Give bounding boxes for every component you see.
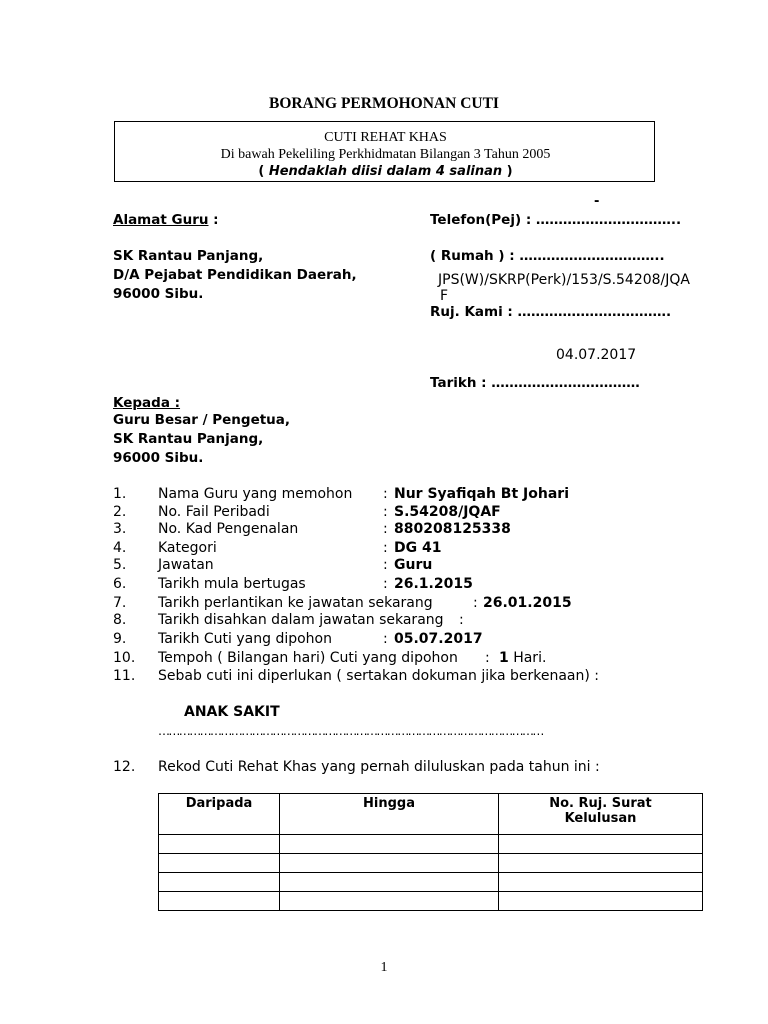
table-cell[interactable] <box>159 854 280 873</box>
table-cell[interactable] <box>159 873 280 892</box>
item-label-ic: No. Kad Pengenalan <box>158 521 299 537</box>
table-cell[interactable] <box>499 835 703 854</box>
table-cell[interactable] <box>499 854 703 873</box>
alamat-line-2: D/A Pejabat Pendidikan Daerah, <box>113 267 357 283</box>
table-cell[interactable] <box>280 854 499 873</box>
item-separator: : <box>459 612 464 628</box>
item-label-fail: No. Fail Peribadi <box>158 504 270 520</box>
table-cell[interactable] <box>159 892 280 911</box>
tarikh-field[interactable]: Tarikh : …………………………… <box>430 375 640 391</box>
column-header-daripada: Daripada <box>159 794 280 835</box>
item-separator: : <box>383 521 388 537</box>
telefon-rumah-field[interactable]: ( Rumah ) : ………………………….. <box>430 248 665 264</box>
item-separator: : <box>485 650 490 666</box>
item-number: 5. <box>113 557 127 573</box>
telefon-pej-field[interactable]: Telefon(Pej) : ………………………….. <box>430 212 682 228</box>
leave-type: CUTI REHAT KHAS <box>324 130 447 145</box>
item-value-nama: Nur Syafiqah Bt Johari <box>394 486 569 502</box>
item-label-perlantikan: Tarikh perlantikan ke jawatan sekarang <box>158 595 433 611</box>
item-value-ic: 880208125338 <box>394 521 511 537</box>
item-separator: : <box>383 557 388 573</box>
item-label-kategori: Kategori <box>158 540 217 556</box>
item-number: 9. <box>113 631 127 647</box>
page-number: 1 <box>380 960 388 975</box>
application-date: 04.07.2017 <box>556 347 637 363</box>
circular-reference: Di bawah Pekeliling Perkhidmatan Bilangan 3 Tahun 2005 <box>220 147 551 162</box>
reason-value: ANAK SAKIT <box>184 704 280 720</box>
item-label-jawatan: Jawatan <box>158 557 214 573</box>
item-number: 2. <box>113 504 127 520</box>
item-value-perlantikan: 26.01.2015 <box>483 595 572 611</box>
table-row <box>159 892 703 911</box>
item-label-disahkan: Tarikh disahkan dalam jawatan sekarang <box>158 612 444 628</box>
item-label-rekod: Rekod Cuti Rehat Khas yang pernah diluluskan pada tahun ini : <box>158 759 600 775</box>
table-row <box>159 835 703 854</box>
item-label-tempoh: Tempoh ( Bilangan hari) Cuti yang dipohon <box>158 650 458 666</box>
table-cell[interactable] <box>280 835 499 854</box>
item-value-tempoh: 1 Hari. <box>499 650 547 666</box>
column-header-no-ruj: No. Ruj. Surat Kelulusan <box>499 794 703 835</box>
item-separator: : <box>383 486 388 502</box>
alamat-line-1: SK Rantau Panjang, <box>113 248 264 264</box>
item-number: 1. <box>113 486 127 502</box>
table-header-row <box>159 794 703 835</box>
item-number: 7. <box>113 595 127 611</box>
item-value-mula-bertugas: 26.1.2015 <box>394 576 473 592</box>
table-cell[interactable] <box>159 835 280 854</box>
reason-dotted-line: ………………………………………………………………………………………………… <box>158 724 543 738</box>
item-separator: : <box>383 576 388 592</box>
item-label-tarikh-cuti: Tarikh Cuti yang dipohon <box>158 631 332 647</box>
item-number: 4. <box>113 540 127 556</box>
item-label-sebab: Sebab cuti ini diperlukan ( sertakan dokuman jika berkenaan) : <box>158 668 599 684</box>
item-value-jawatan: Guru <box>394 557 433 573</box>
item-label-mula-bertugas: Tarikh mula bertugas <box>158 576 306 592</box>
leave-record-table <box>158 793 703 911</box>
alamat-line-3: 96000 Sibu. <box>113 286 204 302</box>
item-value-fail: S.54208/JQAF <box>394 504 501 520</box>
item-separator: : <box>473 595 478 611</box>
table-cell[interactable] <box>499 892 703 911</box>
table-cell[interactable] <box>499 873 703 892</box>
item-number: 11. <box>113 668 136 684</box>
item-number: 12. <box>113 759 136 775</box>
header-box <box>114 121 655 182</box>
item-number: 10. <box>113 650 136 666</box>
kepada-line-3: 96000 Sibu. <box>113 450 204 466</box>
dash-mark: - <box>594 194 600 209</box>
item-value-tarikh-cuti: 05.07.2017 <box>394 631 483 647</box>
item-number: 8. <box>113 612 127 628</box>
item-separator: : <box>383 540 388 556</box>
item-number: 3. <box>113 521 127 537</box>
table-row <box>159 854 703 873</box>
item-number: 6. <box>113 576 127 592</box>
item-label-nama: Nama Guru yang memohon <box>158 486 353 502</box>
alamat-guru-heading: Alamat Guru : <box>113 212 219 228</box>
copies-instruction: ( Hendaklah diisi dalam 4 salinan ) <box>258 164 513 179</box>
table-cell[interactable] <box>280 873 499 892</box>
ruj-kami-value-line-2: F <box>440 288 449 304</box>
form-title: BORANG PERMOHONAN CUTI <box>269 95 499 112</box>
ruj-kami-field[interactable]: Ruj. Kami : ……………………………. <box>430 304 672 320</box>
kepada-line-2: SK Rantau Panjang, <box>113 431 264 447</box>
kepada-line-1: Guru Besar / Pengetua, <box>113 412 291 428</box>
item-value-kategori: DG 41 <box>394 540 442 556</box>
item-separator: : <box>383 504 388 520</box>
item-separator: : <box>383 631 388 647</box>
kepada-heading: Kepada : <box>113 395 181 411</box>
table-row <box>159 873 703 892</box>
column-header-hingga: Hingga <box>280 794 499 835</box>
ruj-kami-value-line-1: JPS(W)/SKRP(Perk)/153/S.54208/JQA <box>438 272 690 288</box>
table-cell[interactable] <box>280 892 499 911</box>
